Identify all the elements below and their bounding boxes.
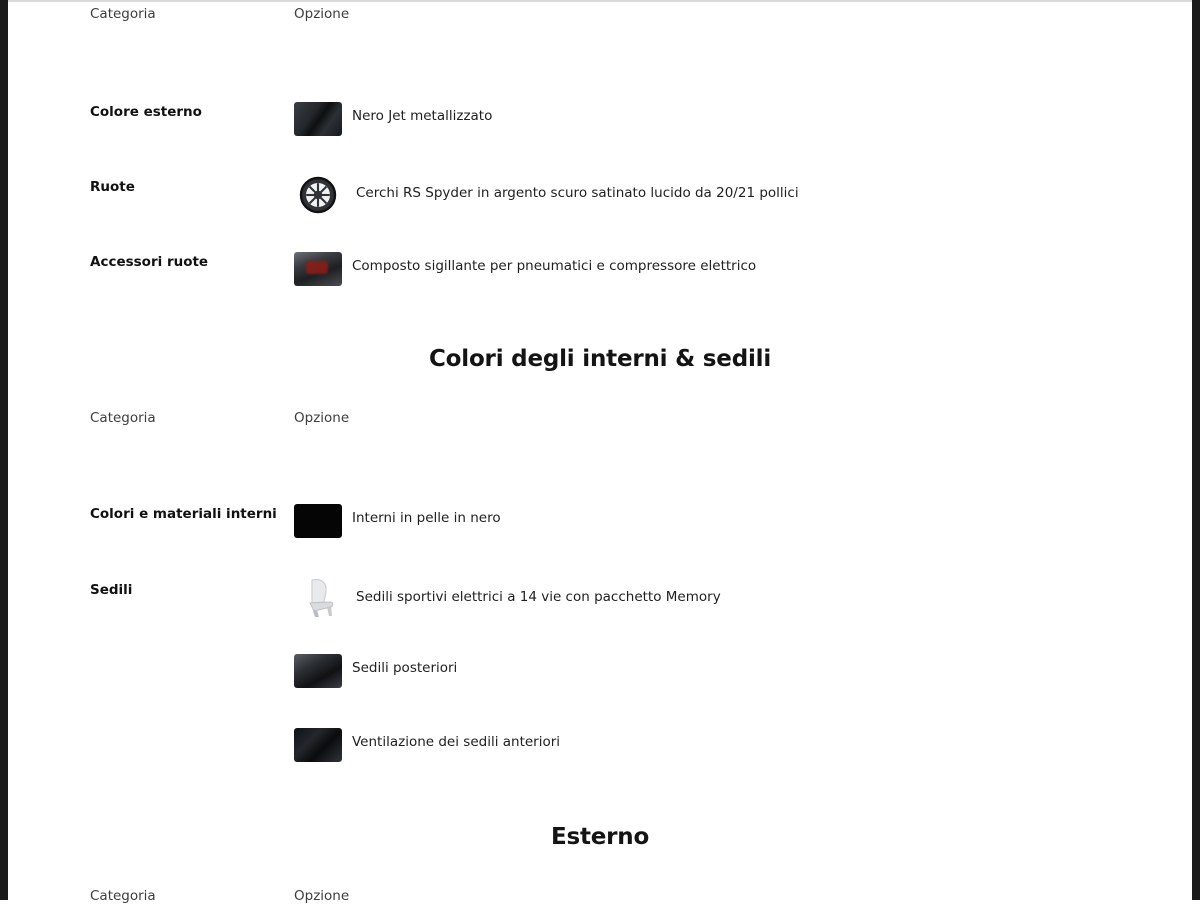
section-exterior: [8, 824, 1192, 922]
row-label: Accessori ruote: [90, 254, 209, 270]
option-label: Sedili sportivi elettrici a 14 vie con pacchetto Memory: [356, 589, 721, 605]
header-category: Categoria: [90, 6, 156, 22]
option-label: Sedili posteriori: [352, 660, 458, 676]
option-label: Cerchi RS Spyder in argento scuro satinato lucido da 20/21 pollici: [356, 185, 799, 201]
table-header-row: [8, 410, 1192, 444]
header-option: Opzione: [294, 888, 350, 904]
table-header-row: [8, 888, 1192, 922]
header-category: Categoria: [90, 410, 156, 426]
option-label: Composto sigillante per pneumatici e compressore elettrico: [352, 258, 757, 274]
table-header-row: [8, 6, 1192, 40]
document-content: [8, 0, 1192, 904]
header-category: Categoria: [90, 888, 156, 904]
table-row: [8, 40, 1192, 124]
section-interior-colors-seats: [8, 346, 1192, 750]
row-label: Colore esterno: [90, 104, 202, 120]
seat-icon: [300, 576, 340, 620]
table-row: [8, 115, 1192, 201]
option-label: Interni in pelle in nero: [352, 510, 501, 526]
seat-ventilation-icon: [294, 728, 342, 762]
header-option: Opzione: [294, 410, 350, 426]
option-label: Nero Jet metallizzato: [352, 108, 493, 124]
page-left-edge: [0, 0, 8, 900]
header-option: Opzione: [294, 6, 350, 22]
section-title: Colori degli interni & sedili: [428, 346, 772, 372]
option-label: Ventilazione dei sedili anteriori: [352, 734, 561, 750]
table-row: [8, 444, 1192, 526]
table-row: [8, 190, 1192, 274]
rear-seat-icon: [294, 654, 342, 688]
section-exterior-color-wheels: [8, 6, 1192, 274]
row-label: Ruote: [90, 179, 135, 195]
row-label: Colori e materiali interni: [90, 506, 277, 522]
row-label: Sedili: [90, 582, 133, 598]
page-right-edge: [1192, 0, 1200, 900]
tire-sealant-icon: [294, 252, 342, 286]
section-title: Esterno: [550, 824, 650, 850]
table-row: [8, 520, 1192, 750]
